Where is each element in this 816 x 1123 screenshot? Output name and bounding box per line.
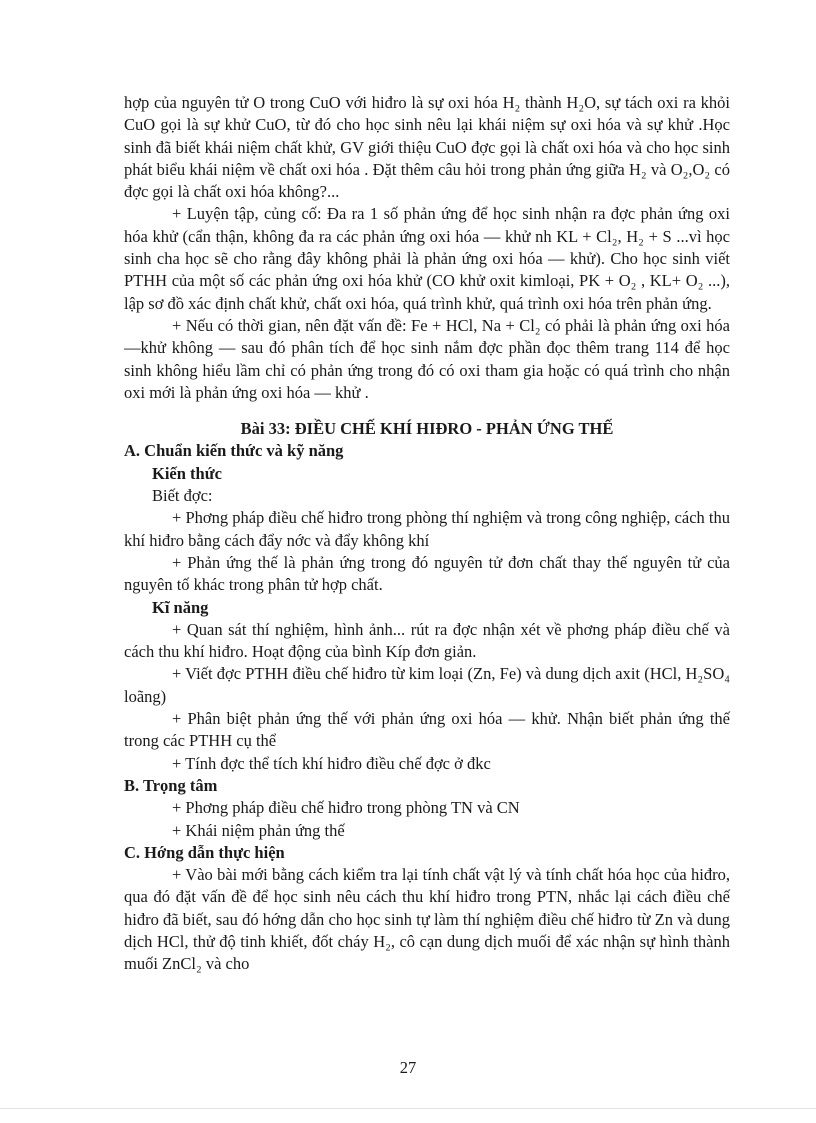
section-b-heading: B. Trọng tâm (124, 775, 218, 795)
skills-item: + Tính đợc thể tích khí hiđro điều chế đợc ở đkc (172, 753, 491, 773)
paragraph-extra-time: + Nếu có thời gian, nên đặt vấn đề: Fe + HCl, Na + Cl₂ có phải là phản ứng oxi hóa —khử không — sau đó phân tích để học sinh nắm đợc phần đọc thêm trang 114 để học sinh không hiểu lầm chỉ có phản ứng trong đó có oxi tham gia hoặc có quá trình cho nhận oxi mới là phản ứng oxi hóa — khử . (124, 315, 730, 402)
knowledge-heading: Kiến thức (152, 463, 222, 483)
skills-heading: Kĩ năng (152, 597, 209, 617)
skills-item: + Phân biệt phản ứng thế với phản ứng oxi hóa — khử. Nhận biết phản ứng thế trong các PTHH cụ thể (124, 709, 730, 751)
focus-item: + Khái niệm phản ứng thế (172, 820, 345, 840)
knowledge-intro: Biết đợc: (152, 486, 213, 506)
paragraph-practice: + Luyện tập, củng cố: Đa ra 1 số phản ứng để học sinh nhận ra đợc phản ứng oxi hóa khử (cẩn thận, không đa ra các phản ứng oxi hóa — khử nh KL + Cl₂, H₂ + S ...vì học sinh cha học sẽ cho rằng đây không phải là phản ứng oxi hóa — khử). Cho học sinh viết PTHH của một số các phản ứng oxi hóa khử (CO khử oxit kimloại, PK + O₂ , KL+ O₂ ...), lập sơ đồ xác định chất khử, chất oxi hóa, quá trình khử, quá trình oxi hóa trên phản ứng. (124, 204, 730, 313)
guidance-paragraph: + Vào bài mới bằng cách kiểm tra lại tính chất vật lý và tính chất hóa học của hiđro, qua đó đặt vấn đề để học sinh nêu cách thu khí hiđro trong PTN, nhắc lại cách điều chế hiđro đã biết, sau đó hớng dẫn cho học sinh tự làm thí nghiệm điều chế hiđro từ Zn và dung dịch HCl, thử độ tinh khiết, đốt cháy H₂, cô cạn dung dịch muối để xác nhận sự hình thành muối ZnCl₂ và cho (124, 865, 730, 974)
skills-item: + Viết đợc PTHH điều chế hiđro từ kim loại (Zn, Fe) và dung dịch axit (HCl, H₂SO₄ loãng) (124, 664, 730, 706)
focus-item: + Phơng pháp điều chế hiđro trong phòng TN và CN (172, 798, 520, 818)
skills-item: + Quan sát thí nghiệm, hình ảnh... rút ra đợc nhận xét về phơng pháp điều chế và cách thu khí hiđro. Hoạt động của bình Kíp đơn giản. (124, 619, 730, 662)
page-content (124, 92, 730, 976)
lesson-title: Bài 33: ĐIỀU CHẾ KHÍ HIĐRO - PHẢN ỨNG THẾ (240, 419, 614, 439)
page-number: 27 (399, 1058, 417, 1077)
section-a-heading: A. Chuẩn kiến thức và kỹ năng (124, 441, 344, 461)
knowledge-item: + Phơng pháp điều chế hiđro trong phòng thí nghiệm và trong công nghiệp, cách thu khí hiđro bằng cách đẩy nớc và đẩy không khí (124, 508, 730, 550)
paragraph-oxidation-intro: hợp của nguyên tử O trong CuO với hiđro là sự oxi hóa H₂ thành H₂O, sự tách oxi ra khỏi CuO gọi là sự khử CuO, từ đó cho học sinh nêu lại khái niệm sự oxi hóa và sự khử .Học sinh đã biết khái niệm chất khử, GV giới thiệu CuO đợc gọi là chất oxi hóa và cho học sinh phát biểu khái niệm về chất oxi hóa . Đặt thêm câu hỏi trong phản ứng giữa H₂ và O₂,O₂ có đợc gọi là chất oxi hóa không?... (124, 93, 730, 202)
knowledge-item: + Phản ứng thế là phản ứng trong đó nguyên tử đơn chất thay thế nguyên tử của nguyên tố khác trong phân tử hợp chất. (124, 552, 730, 595)
bottom-divider (0, 1108, 816, 1109)
section-c-heading: C. Hớng dẫn thực hiện (124, 842, 285, 862)
